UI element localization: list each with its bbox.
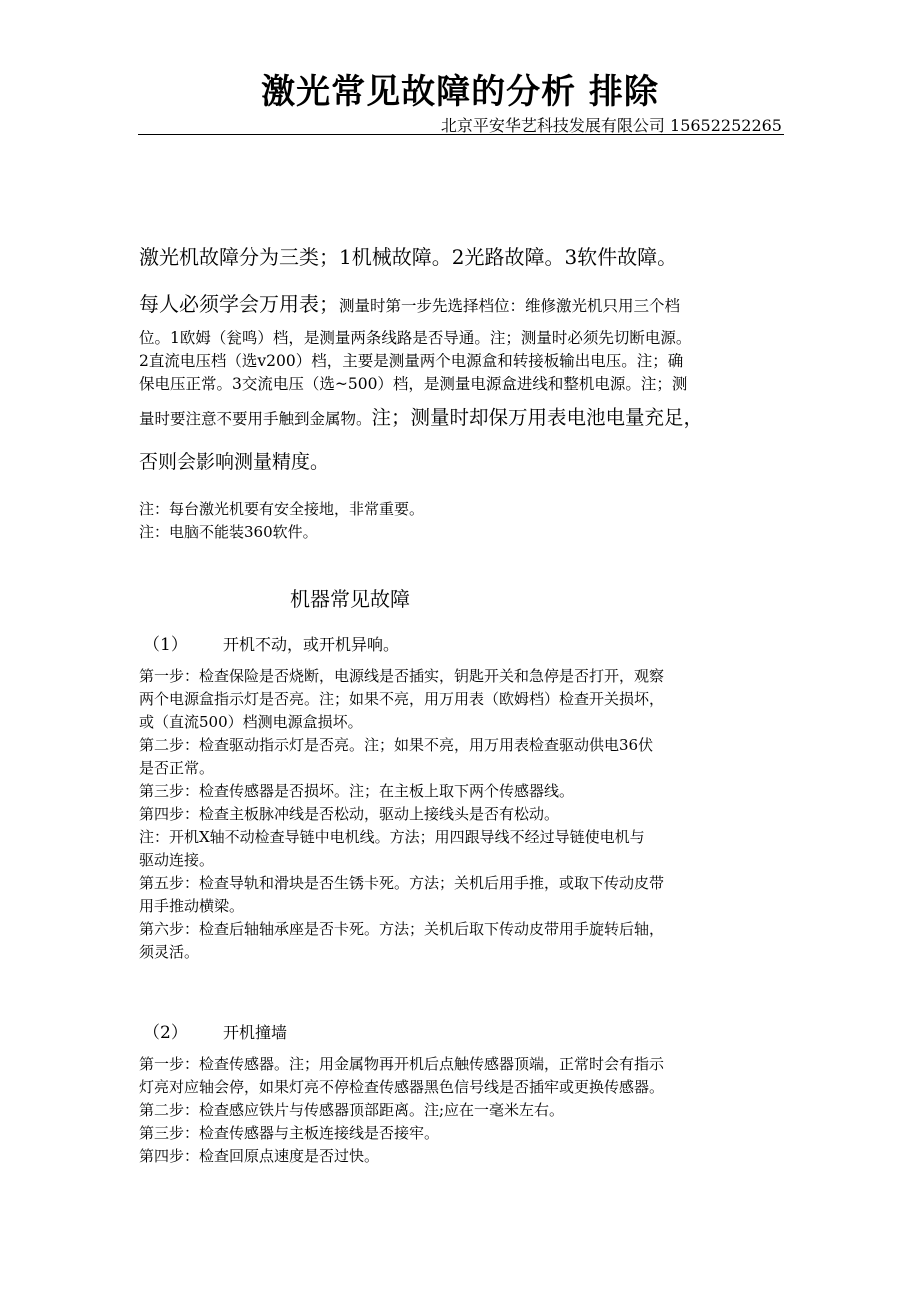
fault-steps-1 <box>139 665 787 964</box>
step-line: 是否正常。 <box>139 759 215 777</box>
step-line: 须灵活。 <box>139 943 200 961</box>
step-line: 注：开机X轴不动检查导链中电机线。方法；用四跟导线不经过导链使电机与 <box>139 828 645 846</box>
step-line: 第三步：检查传感器是否损坏。注；在主板上取下两个传感器线。 <box>139 782 575 800</box>
note: 注：电脑不能装360软件。 <box>139 523 318 541</box>
step-line: 第四步：检查回原点速度是否过快。 <box>139 1147 380 1165</box>
document-title: 激光常见故障的分析 排除 <box>261 72 659 112</box>
fault-heading-1: （1） 开机不动，或开机异响。 <box>143 635 400 655</box>
notes <box>139 498 787 544</box>
step-line: 灯亮对应轴会停，如果灯亮不停检查传感器黑色信号线是否插牢或更换传感器。 <box>139 1078 665 1096</box>
step-line: 两个电源盒指示灯是否亮。注；如果不亮，用万用表（欧姆档）检查开关损坏， <box>139 690 665 708</box>
step-line: 第五步：检查导轨和滑块是否生锈卡死。方法；关机后用手推，或取下传动皮带 <box>139 874 665 892</box>
step-line: 第二步：检查感应铁片与传感器顶部距离。注;应在一毫米左右。 <box>139 1101 565 1119</box>
step-line: 第一步：检查传感器。注；用金属物再开机后点触传感器顶端，正常时会有指示 <box>139 1055 665 1073</box>
step-line: 第二步：检查驱动指示灯是否亮。注；如果不亮，用万用表检查驱动供电36伏 <box>139 736 654 754</box>
section-title: 机器常见故障 <box>290 587 410 611</box>
fault-heading-2: （2） 开机撞墙 <box>143 1023 288 1043</box>
step-line: 第六步：检查后轴轴承座是否卡死。方法；关机后取下传动皮带用手旋转后轴， <box>139 920 665 938</box>
header-rule <box>138 134 784 135</box>
note: 注：每台激光机要有安全接地，非常重要。 <box>139 500 425 518</box>
fault-steps-2 <box>139 1053 787 1168</box>
step-line: 或（直流500）档测电源盒损坏。 <box>139 713 363 731</box>
fault-categories: 激光机故障分为三类；1机械故障。2光路故障。3软件故障。 <box>139 245 678 269</box>
multimeter-paragraph: 每人必须学会万用表；测量时第一步先选择档位：维修激光机只用三个档 位。1欧姆（瓮鸣）档，是测量两条线路是否导通。注；测量时必须先切断电源。 2直流电压档（选v200）档，主要是测量两个电源盒和转接板输出电压。注；确 保电压正常。3交流电压（选~500）档，是测量电源盒进线和整机电源。注；测 量时要注意不要用手触到金属物。注；测量时却保万用表电池电量充足， 否则会影响测量精度。 <box>139 292 704 473</box>
step-line: 第三步：检查传感器与主板连接线是否接牢。 <box>139 1124 440 1142</box>
step-line: 用手推动横梁。 <box>139 897 245 915</box>
step-line: 第一步：检查保险是否烧断，电源线是否插实，钥匙开关和急停是否打开，观察 <box>139 667 665 685</box>
company-subtitle: 北京平安华艺科技发展有限公司 15652252265 <box>440 116 782 135</box>
step-line: 第四步：检查主板脉冲线是否松动，驱动上接线头是否有松动。 <box>139 805 560 823</box>
step-line: 驱动连接。 <box>139 851 215 869</box>
